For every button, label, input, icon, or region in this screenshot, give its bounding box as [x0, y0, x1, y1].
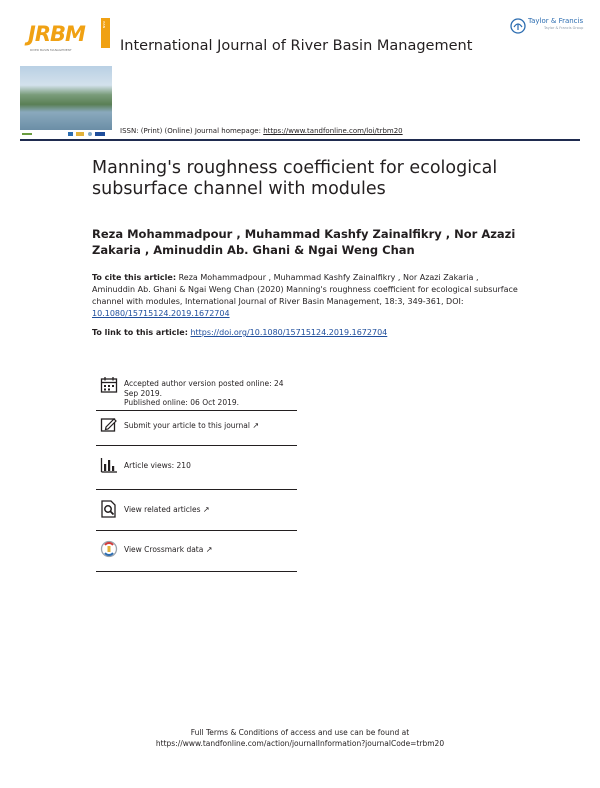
cite-label: To cite this article:	[92, 273, 177, 282]
calendar-icon	[100, 376, 118, 394]
cite-text: Reza Mohammadpour , Muhammad Kashfy Zainalfikry , Nor Azazi Zakaria , Aminuddin Ab. Ghani & Ngai Weng Chan (2020) Manning's roughness coefficient for ecological subsurface channel with modules, International Journal of River Basin Management, 18:3, 349-361, DOI:	[92, 273, 518, 306]
footer-url[interactable]: https://www.tandfonline.com/action/journalInformation?journalCode=trbm20	[155, 739, 445, 748]
river-photo	[20, 66, 112, 130]
publisher-icon	[510, 18, 526, 34]
journal-title: International Journal of River Basin Management	[120, 38, 473, 54]
related-articles-link[interactable]: View related articles	[124, 505, 201, 514]
accepted-date: Accepted author version posted online: 24 Sep 2019.	[124, 379, 284, 398]
submit-article-link[interactable]: Submit your article to this journal	[124, 421, 250, 430]
external-link-icon: ↗	[202, 505, 210, 514]
publisher-logo[interactable]	[508, 16, 586, 36]
citation	[92, 272, 522, 320]
logo-tag	[101, 18, 110, 48]
publisher-name: Taylor & Francis	[528, 17, 584, 25]
crossmark-link[interactable]: View Crossmark data	[124, 545, 204, 554]
issn-label: ISSN: (Print) (Online) Journal homepage:	[120, 127, 261, 135]
article-link-line	[92, 328, 387, 337]
footer	[100, 727, 500, 749]
article-title: Manning's roughness coefficient for ecological subsurface channel with modules	[92, 158, 498, 199]
panel-divider	[96, 489, 297, 490]
article-views: Article views: 210	[124, 461, 191, 470]
footer-terms: Full Terms & Conditions of access and use can be found at	[190, 728, 410, 737]
journal-cover	[20, 14, 112, 134]
search-document-icon	[100, 500, 118, 518]
panel-divider	[96, 571, 297, 572]
published-date: Published online: 06 Oct 2019.	[124, 398, 240, 407]
external-link-icon: ↗	[252, 421, 260, 430]
bar-chart-icon	[100, 456, 118, 474]
edit-icon	[100, 416, 118, 434]
external-link-icon: ↗	[205, 545, 213, 554]
link-label: To link to this article:	[92, 328, 188, 337]
journal-logo: JRBM	[28, 22, 85, 46]
cover-sponsor-logos	[20, 132, 112, 137]
publisher-group: Taylor & Francis Group	[544, 26, 584, 30]
logo-tag-text: ISSN	[102, 21, 106, 28]
journal-homepage-link[interactable]: https://www.tandfonline.com/loi/trbm20	[263, 127, 403, 135]
issn-line	[120, 127, 403, 135]
crossmark-icon	[100, 540, 118, 558]
header-divider	[20, 139, 580, 141]
article-doi-link[interactable]: https://doi.org/10.1080/15715124.2019.1672704	[190, 328, 388, 337]
panel-divider	[96, 445, 297, 446]
panel-divider	[96, 530, 297, 531]
cover-subtitle: RIVER BASIN MANAGEMENT	[30, 48, 72, 52]
panel-divider	[96, 410, 297, 411]
cite-doi-link[interactable]: 10.1080/15715124.2019.1672704	[92, 309, 230, 318]
article-authors: Reza Mohammadpour , Muhammad Kashfy Zainalfikry , Nor Azazi Zakaria , Aminuddin Ab. Ghani & Ngai Weng Chan	[92, 227, 516, 257]
